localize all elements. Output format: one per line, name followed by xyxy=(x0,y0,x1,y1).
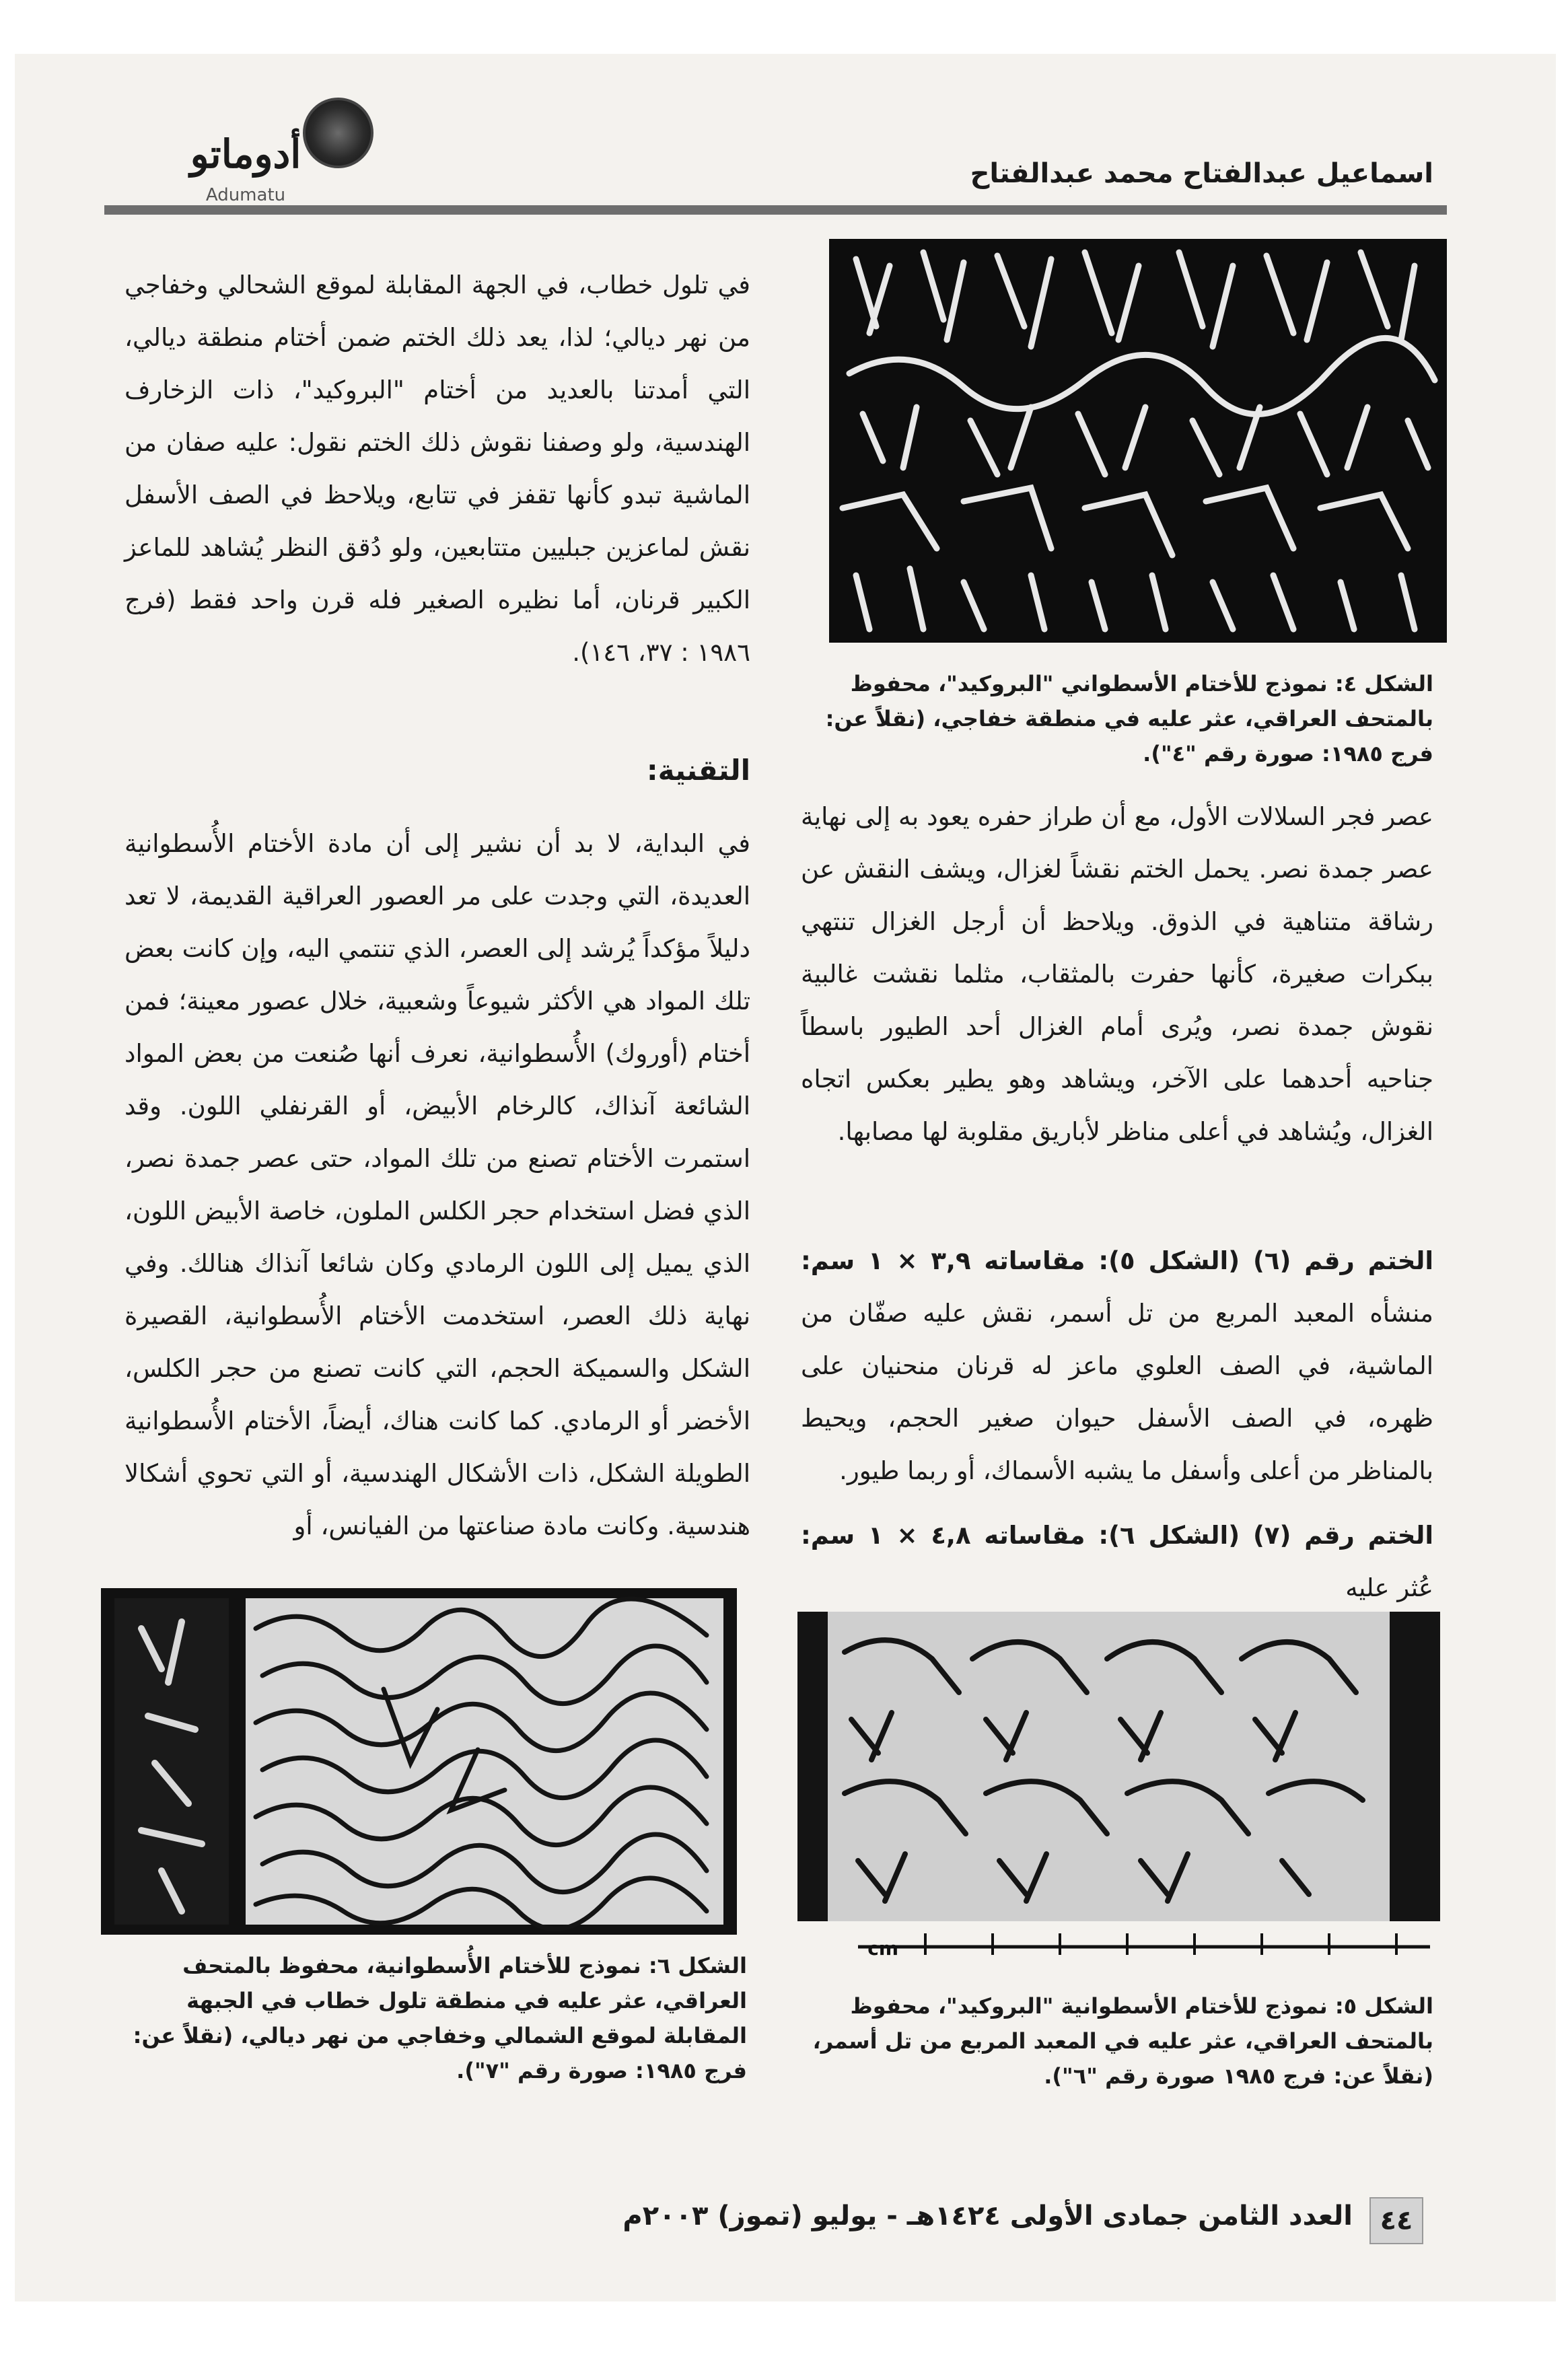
figure-6-seal-impression xyxy=(101,1588,737,1935)
figure-5-caption: الشكل ٥: نموذج للأختام الأسطوانية "البروكيد"، محفوظ بالمتحف العراقي، عثر عليه في المعبد المربع من تل أسمر، (نقلاً عن: فرج ١٩٨٥ صورة رقم "٦"). xyxy=(812,1993,1433,2089)
header-rule xyxy=(104,205,1447,215)
figure-4-seal-impression xyxy=(829,239,1447,643)
left-column-paragraph-1: في تلول خطاب، في الجهة المقابلة لموقع الشحالي وخفاجي من نهر ديالي؛ لذا، يعد ذلك الختم ضمن أختام منطقة ديالي، التي أمدتنا بالعديد من أختام "البروكيد"، ذات الزخارف الهندسية، ولو وصفنا نقوش ذلك الختم نقول: عليه صفان من الماشية تبدو كأنها تقفز في تتابع، ويلاحظ في الصف الأسفل نقش لماعزين جبليين متتابعين، ولو دُقق النظر يُشاهد للماعز الكبير قرنان، أما نظيره الصغير فله قرن واحد فقط (فرج ١٩٨٦ : ٣٧، ١٤٦). xyxy=(124,271,750,667)
right-column-paragraph-1: عصر فجر السلالات الأول، مع أن طراز حفره يعود به إلى نهاية عصر جمدة نصر. يحمل الختم نقشاً لغزال، ويشف النقش عن رشاقة متناهية في الذوق. ويلاحظ أن أرجل الغزال تنتهي ببكرات صغيرة، كأنها حفرت بالمثقاب، مثلما نقشت غالبية نقوش جمدة نصر، ويُرى أمام الغزال أحد الطيور باسطاً جناحيه أحدهما على الآخر، ويشاهد وهو يطير بعكس اتجاه الغزال، ويُشاهد في أعلى مناظر لأباريق مقلوبة لها مصابها. xyxy=(801,802,1433,1146)
figure-6-caption: الشكل ٦: نموذج للأختام الأُسطوانية، محفوظ بالمتحف العراقي، عثر عليه في منطقة تلول خطاب في الجبهة المقابلة لموقع الشمالي وخفاجي من نهر ديالي، (نقلاً عن: فرج ١٩٨٥: صورة رقم "٧"). xyxy=(133,1953,747,2083)
right-column-seal-entries xyxy=(801,1235,1433,1614)
logo-seal-icon xyxy=(303,98,373,168)
logo-arabic-wordmark: أدوماتو xyxy=(190,131,301,177)
figure-5-seal-impression xyxy=(797,1612,1440,1962)
section-heading-technique: التقنية: xyxy=(646,754,750,787)
running-header-author: اسماعيل عبدالفتاح محمد عبدالفتاح xyxy=(970,158,1433,189)
issue-info: العدد الثامن جمادى الأولى ١٤٢٤هـ - يوليو (تموز) ٢٠٠٣م xyxy=(622,2201,1353,2231)
journal-logo xyxy=(178,84,380,205)
seal-7-text: عُثر عليه xyxy=(1345,1573,1433,1602)
figure-5-scale-label: cm xyxy=(867,1937,898,1960)
seal-6-text: منشأه المعبد المربع من تل أسمر، نقش عليه صفّان من الماشية، في الصف العلوي ماعز له قرنان منحنيان على ظهره، في الصف الأسفل حيوان صغير الحجم، ويحيط بالمناظر من أعلى وأسفل ما يشبه الأسماك، أو ربما طيور. xyxy=(801,1299,1433,1485)
figure-4-caption: الشكل ٤: نموذج للأختام الأسطواني "البروكيد"، محفوظ بالمتحف العراقي، عثر عليه في منطقة خفاجي، (نقلاً عن: فرج ١٩٨٥: صورة رقم "٤"). xyxy=(825,671,1433,766)
seal-6-entry xyxy=(801,1235,1433,1497)
logo-latin-wordmark: Adumatu xyxy=(205,185,286,205)
seal-6-lead: الختم رقم (٦) (الشكل ٥): مقاساته ٣,٩ × ١ سم: xyxy=(801,1246,1434,1275)
left-column-paragraph-2: في البداية، لا بد أن نشير إلى أن مادة الأختام الأُسطوانية العديدة، التي وجدت على مر العصور العراقية القديمة، لا تعد دليلاً مؤكداً يُرشد إلى العصر، الذي تنتمي اليه، وإن كانت بعض تلك المواد هي الأكثر شيوعاً وشعبية، خلال عصور معينة؛ فمن أختام (أوروك) الأُسطوانية، نعرف أنها صُنعت من بعض المواد الشائعة آنذاك، كالرخام الأبيض، أو القرنفلي اللون. وقد استمرت الأختام تصنع من تلك المواد، حتى عصر جمدة نصر، الذي فضل استخدام حجر الكلس الملون، خاصة الأبيض اللون، الذي يميل إلى اللون الرمادي وكان شائعا آنذاك هنالك. وفي نهاية ذلك العصر، استخدمت الأختام الأُسطوانية، القصيرة الشكل والسميكة الحجم، التي كانت تصنع من حجر الكلس، الأخضر أو الرمادي. كما كانت هناك، أيضاً، الأختام الأُسطوانية الطويلة الشكل، ذات الأشكال الهندسية، أو التي تحوي أشكالا هندسية. وكانت مادة صناعتها من الفيانس، أو xyxy=(124,829,750,1540)
seal-7-entry xyxy=(801,1509,1433,1614)
page-number: ٤٤ xyxy=(1369,2197,1423,2244)
seal-7-lead: الختم رقم (٧) (الشكل ٦): مقاساته ٤,٨ × ١ سم: xyxy=(801,1521,1434,1550)
